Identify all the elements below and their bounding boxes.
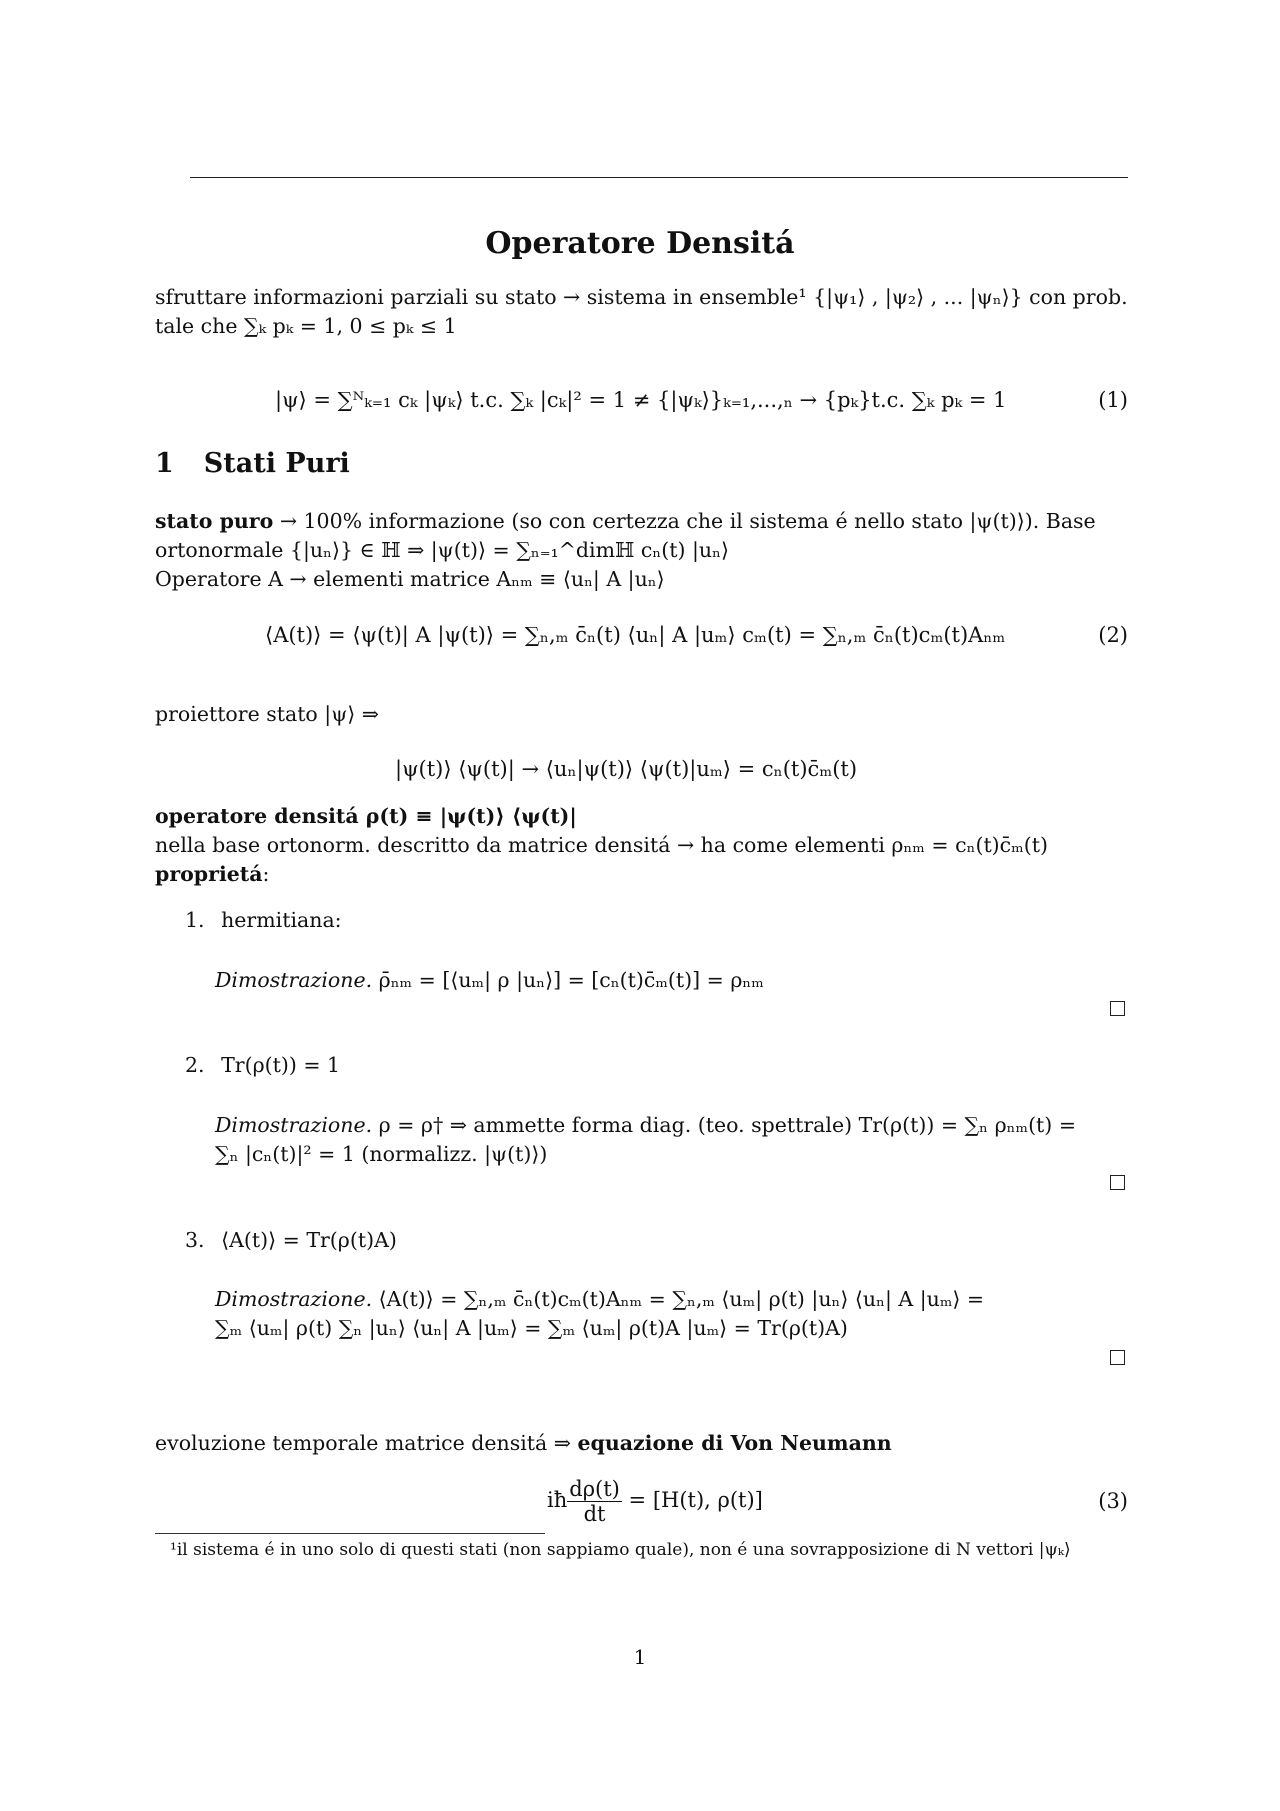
equation-3-rest: = [H(t), ρ(t)] [621,1488,763,1512]
header-rule [190,177,1128,178]
equation-3-denominator: dt [583,1502,606,1526]
projector-equation-body: |ψ(t)⟩ ⟨ψ(t)| → ⟨uₙ|ψ(t)⟩ ⟨ψ(t)|uₘ⟩ = cₙ(t)c̄ₘ(t) [395,757,858,781]
qed-square [1110,1175,1125,1190]
proof-1 [215,966,1130,995]
properties-label: proprietá [155,862,263,886]
proof-3-line-2: ∑ₘ ⟨uₘ| ρ(t) ∑ₙ |uₙ⟩ ⟨uₙ| A |uₘ⟩ = ∑ₘ ⟨uₘ| ρ(t)A |uₘ⟩ = Tr(ρ(t)A) [215,1316,848,1340]
page-title: Operatore Densitá [485,226,795,261]
equation-1-number: (1) [1098,388,1128,412]
properties-colon: : [262,862,270,886]
proof-2 [215,1111,1130,1140]
footnote: ¹il sistema é in uno solo di questi stati (non sappiamo quale), non é una sovrapposizione di N vettori |ψₖ⟩ [170,1540,1071,1560]
list-item-label: ⟨A(t)⟩ = Tr(ρ(t)A) [221,1228,397,1252]
proiettore-text: proiettore stato |ψ⟩ ⇒ [155,702,379,726]
list-item-number: 3. [185,1228,205,1252]
section-title: Stati Puri [203,448,350,479]
stato-puro-line-3: Operatore A → elementi matrice Aₙₘ ≡ ⟨uₙ| A |uₙ⟩ [155,567,665,591]
stato-puro-term: stato puro [155,509,274,533]
list-item [185,1053,340,1077]
equation-3-numerator: dρ(t) [569,1477,620,1501]
densita-term: operatore densitá [155,804,359,828]
proof-3 [215,1285,1130,1314]
equation-2-body: ⟨A(t)⟩ = ⟨ψ(t)| A |ψ(t)⟩ = ∑ₙ,ₘ c̄ₙ(t) ⟨uₙ| A |uₘ⟩ cₘ(t) = ∑ₙ,ₘ c̄ₙ(t)cₘ(t)Aₙₘ [265,623,1006,647]
equation-3-body [547,1477,763,1526]
proof-text: ρ = ρ† ⇒ ammette forma diag. (teo. spettrale) Tr(ρ(t)) = ∑ₙ ρₙₘ(t) = [378,1113,1076,1137]
densita-definition [155,802,1130,831]
section-number: 1 [155,448,174,479]
stato-puro-line-2: ortonormale {|uₙ⟩} ∈ ℍ ⇒ |ψ(t)⟩ = ∑ₙ₌₁^dimℍ cₙ(t) |uₙ⟩ [155,538,729,562]
qed-square [1110,1350,1125,1365]
qed-square [1110,1001,1125,1016]
list-item [185,908,342,932]
stato-puro-text: → 100% informazione (so con certezza che il sistema é nello stato |ψ(t)⟩). Base [273,509,1096,533]
equation-3-number: (3) [1098,1489,1128,1513]
properties-heading [155,860,1130,889]
footnote-rule [155,1533,545,1534]
equation-3-prefix: iħ [547,1488,568,1512]
proof-label: Dimostrazione. [215,1287,373,1311]
intro-line-2: tale che ∑ₖ pₖ = 1, 0 ≤ pₖ ≤ 1 [155,314,457,338]
equation-3-fraction [567,1477,622,1526]
proof-text: ⟨A(t)⟩ = ∑ₙ,ₘ c̄ₙ(t)cₘ(t)Aₙₘ = ∑ₙ,ₘ ⟨uₘ| ρ(t) |uₙ⟩ ⟨uₙ| A |uₘ⟩ = [378,1287,985,1311]
proof-label: Dimostrazione. [215,1113,373,1137]
von-neumann-term: equazione di Von Neumann [577,1431,892,1455]
list-item [185,1228,397,1252]
proof-text: ρ̄ₙₘ = [⟨uₘ| ρ |uₙ⟩] = [cₙ(t)c̄ₘ(t)] = ρₙₘ [378,968,764,992]
densita-formula: ρ(t) ≡ |ψ(t)⟩ ⟨ψ(t)| [358,804,577,828]
stato-puro-line-1 [155,507,1130,536]
evolution-plain: evoluzione temporale matrice densitá ⇒ [155,1431,578,1455]
page-number: 1 [633,1645,647,1669]
proof-2-line-2: ∑ₙ |cₙ(t)|² = 1 (normalizz. |ψ(t)⟩) [215,1142,548,1166]
evolution-text [155,1429,1130,1458]
proof-label: Dimostrazione. [215,968,373,992]
section-heading [155,448,350,479]
densita-line-2: nella base ortonorm. descritto da matrice densitá → ha come elementi ρₙₘ = cₙ(t)c̄ₘ(t) [155,833,1048,857]
equation-2-number: (2) [1098,623,1128,647]
list-item-number: 1. [185,908,205,932]
intro-line-1: sfruttare informazioni parziali su stato → sistema in ensemble¹ {|ψ₁⟩ , |ψ₂⟩ , ... |ψₙ⟩} con prob. [155,285,1128,309]
equation-1-body: |ψ⟩ = ∑ᴺₖ₌₁ cₖ |ψₖ⟩ t.c. ∑ₖ |cₖ|² = 1 ≠ {|ψₖ⟩}ₖ₌₁,...,ₙ → {pₖ}t.c. ∑ₖ pₖ = 1 [275,388,1007,412]
list-item-label: hermitiana: [221,908,342,932]
list-item-label: Tr(ρ(t)) = 1 [221,1053,341,1077]
list-item-number: 2. [185,1053,205,1077]
